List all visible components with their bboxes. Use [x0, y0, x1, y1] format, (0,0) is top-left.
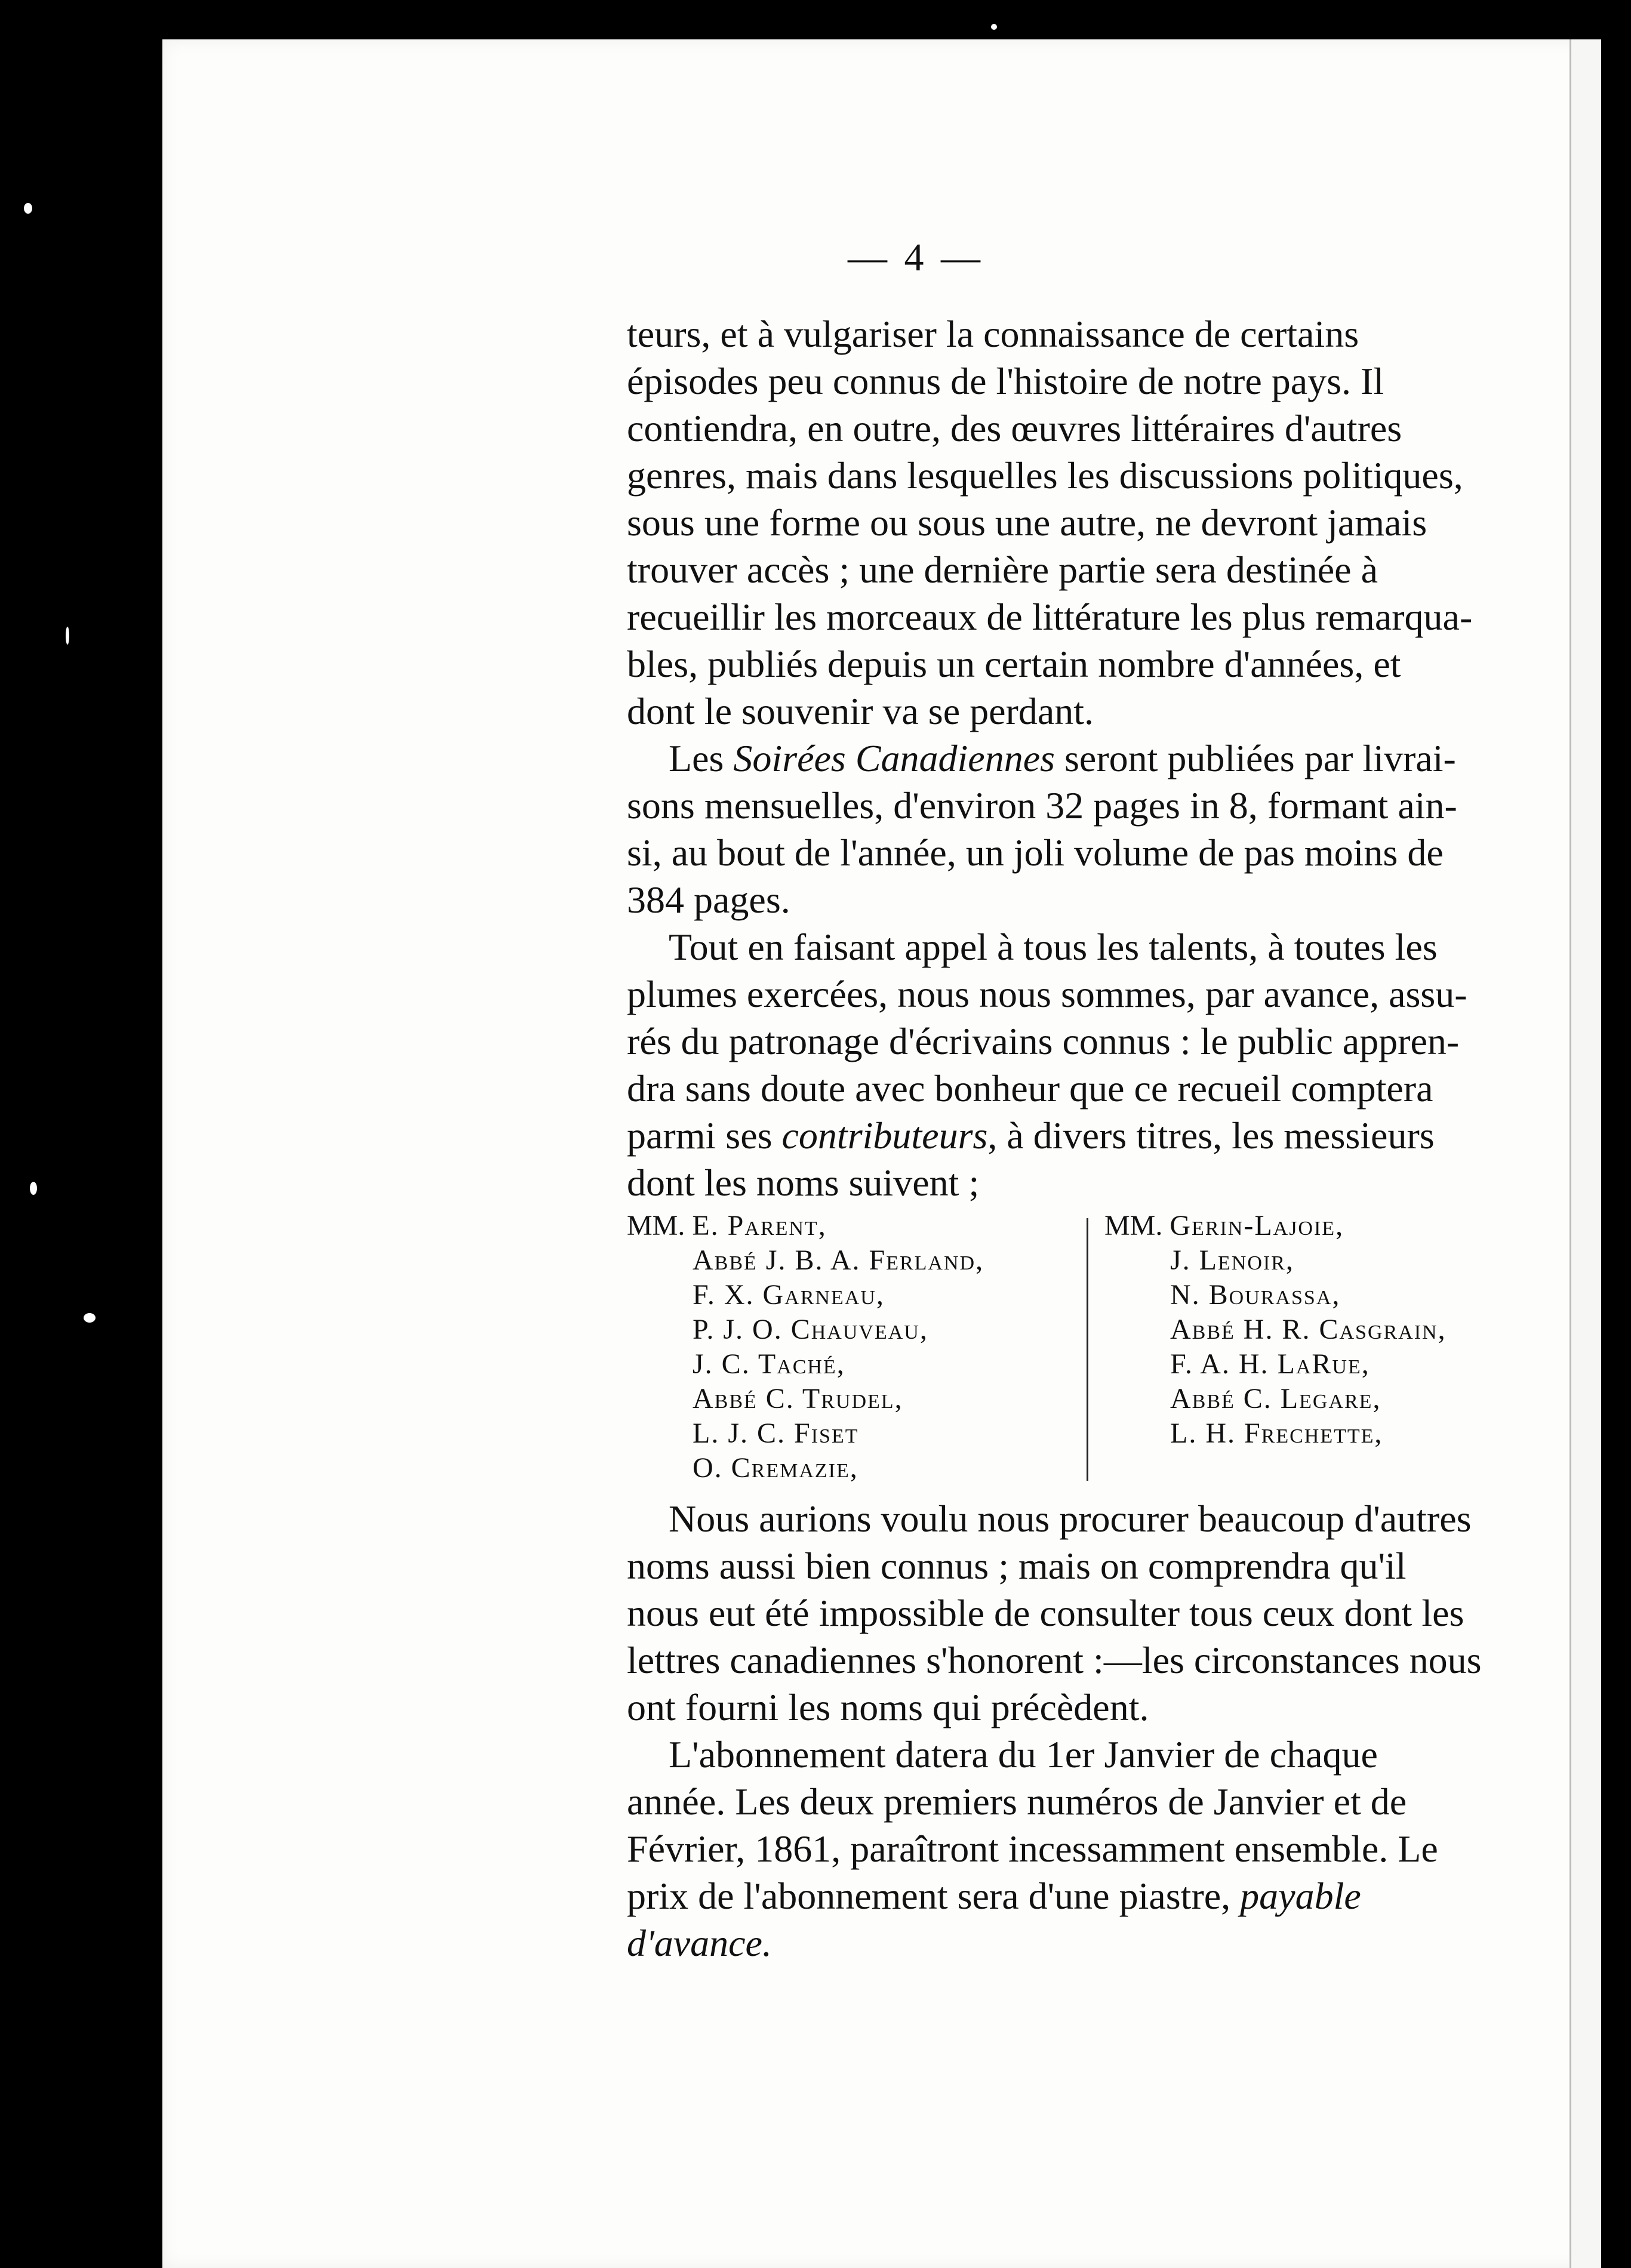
text-line: contiendra, en outre, des œuvres littéraires d'autres: [627, 407, 1402, 449]
page-number-header: — 4 —: [848, 236, 984, 279]
contributor-name: F. X. Garneau,: [693, 1279, 885, 1311]
text-line: dont les noms suivent ;: [627, 1161, 980, 1204]
contributor-name: Abbé J. B. A. Ferland,: [693, 1244, 984, 1276]
body-text: [627, 310, 1582, 1967]
text-line: sons mensuelles, d'environ 32 pages in 8, formant ain-: [627, 784, 1457, 827]
text-line: ont fourni les noms qui précèdent.: [627, 1686, 1149, 1728]
contributor-line: [627, 1278, 984, 1312]
contributor-line: [1104, 1243, 1447, 1278]
contributor-line: [1104, 1312, 1447, 1347]
paragraph-3: [627, 923, 1582, 1206]
honorific: MM.: [1104, 1210, 1170, 1241]
contributors-list: [627, 1209, 1582, 1495]
text-run: parmi ses: [627, 1114, 782, 1157]
contributor-line: [627, 1416, 984, 1451]
scan-speck: [66, 627, 69, 645]
contributor-line: [627, 1347, 984, 1382]
text-line: bles, publiés depuis un certain nombre d'années, et: [627, 643, 1401, 685]
text-line: genres, mais dans lesquelles les discussions politiques,: [627, 454, 1463, 497]
contributor-line: [1104, 1347, 1447, 1382]
italic-word: payable: [1240, 1875, 1361, 1917]
contributor-line: [627, 1451, 984, 1486]
text-line: année. Les deux premiers numéros de Janvier et de: [627, 1780, 1407, 1823]
text-line: 384 pages.: [627, 879, 790, 921]
contributor-line: [627, 1209, 984, 1243]
text-line: teurs, et à vulgariser la connaissance de certains: [627, 313, 1359, 355]
text-line: dra sans doute avec bonheur que ce recueil comptera: [627, 1067, 1433, 1110]
paragraph-2: [627, 735, 1582, 923]
text-line: plumes exercées, nous nous sommes, par avance, assu-: [627, 973, 1467, 1015]
text-run: Les: [669, 737, 734, 779]
scan-speck: [84, 1313, 96, 1323]
contributor-name: Abbé C. Legare,: [1170, 1383, 1381, 1415]
italic-title: Soirées Canadiennes: [733, 737, 1055, 779]
text-line: d'avance.: [627, 1922, 772, 1964]
text-line: lettres canadiennes s'honorent :—les circonstances nous: [627, 1639, 1482, 1681]
contributors-right-column: [1104, 1209, 1447, 1451]
contributor-line: [1104, 1382, 1447, 1416]
text-line: trouver accès ; une dernière partie sera destinée à: [627, 548, 1378, 591]
paragraph-4: [627, 1495, 1582, 1731]
contributor-name: Abbé H. R. Casgrain,: [1170, 1314, 1447, 1345]
contributor-name: E. Parent,: [692, 1210, 827, 1241]
text-line: L'abonnement datera du 1er Janvier de chaque: [669, 1733, 1378, 1776]
text-line: [627, 1112, 1582, 1159]
text-line: noms aussi bien connus ; mais on comprendra qu'il: [627, 1545, 1407, 1587]
text-line: si, au bout de l'année, un joli volume de pas moins de: [627, 831, 1444, 874]
contributor-name: L. J. C. Fiset: [693, 1417, 859, 1449]
contributor-line: [627, 1243, 984, 1278]
scan-speck: [24, 203, 32, 214]
text-run: seront publiées par livrai-: [1055, 737, 1456, 779]
text-line: recueillir les morceaux de littérature les plus remarqua-: [627, 596, 1473, 638]
text-line: épisodes peu connus de l'histoire de notre pays. Il: [627, 360, 1384, 402]
column-divider: [1087, 1218, 1088, 1481]
contributor-name: F. A. H. LaRue,: [1170, 1348, 1370, 1380]
contributor-line: [627, 1382, 984, 1416]
contributor-line: [1104, 1209, 1447, 1243]
paragraph-1: [627, 310, 1582, 735]
text-line: [627, 735, 1582, 782]
contributor-name: P. J. O. Chauveau,: [693, 1314, 928, 1345]
text-line: sous une forme ou sous une autre, ne devront jamais: [627, 501, 1427, 544]
contributor-name: J. Lenoir,: [1170, 1244, 1294, 1276]
text-line: Nous aurions voulu nous procurer beaucoup d'autres: [669, 1497, 1472, 1540]
contributor-line: [1104, 1278, 1447, 1312]
contributor-name: Abbé C. Trudel,: [693, 1383, 903, 1415]
paragraph-5: [627, 1731, 1582, 1967]
text-line: Février, 1861, paraîtront incessamment ensemble. Le: [627, 1828, 1438, 1870]
contributor-name: N. Bourassa,: [1170, 1279, 1341, 1311]
contributor-line: [1104, 1416, 1447, 1451]
contributors-left-column: [627, 1209, 984, 1486]
scan-speck: [991, 24, 997, 30]
text-line: [627, 1872, 1582, 1919]
contributor-line: [627, 1312, 984, 1347]
text-run: , à divers titres, les messieurs: [987, 1114, 1435, 1157]
scan-speck: [30, 1182, 37, 1195]
honorific: MM.: [627, 1210, 693, 1241]
contributor-name: J. C. Taché,: [693, 1348, 845, 1380]
text-line: nous eut été impossible de consulter tous ceux dont les: [627, 1592, 1464, 1634]
contributor-name: L. H. Frechette,: [1170, 1417, 1383, 1449]
contributor-name: O. Cremazie,: [693, 1452, 858, 1484]
text-line: Tout en faisant appel à tous les talents, à toutes les: [669, 926, 1438, 968]
text-run: prix de l'abonnement sera d'une piastre,: [627, 1875, 1241, 1917]
text-line: rés du patronage d'écrivains connus : le public appren-: [627, 1020, 1460, 1062]
contributor-name: Gerin-Lajoie,: [1170, 1210, 1344, 1241]
italic-word: contributeurs: [781, 1114, 988, 1157]
text-line: dont le souvenir va se perdant.: [627, 690, 1094, 732]
